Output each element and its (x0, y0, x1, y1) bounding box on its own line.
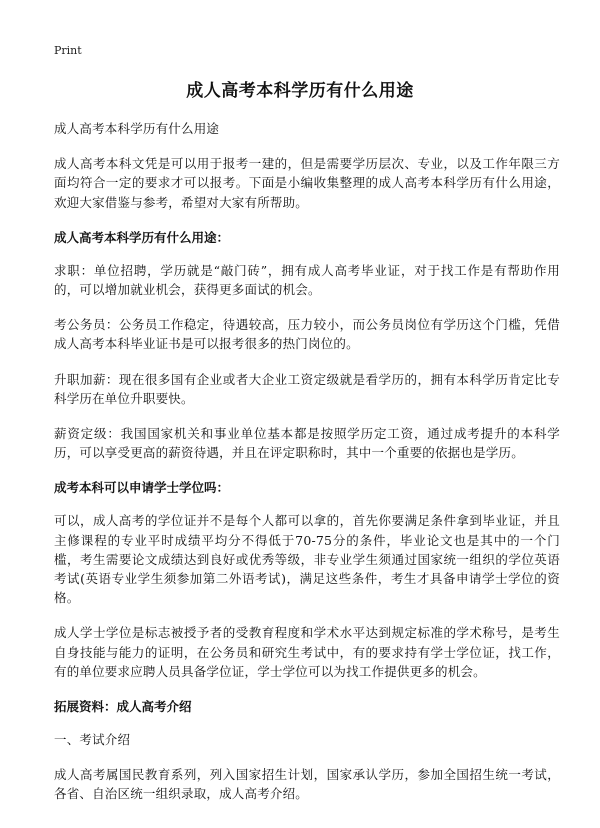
paragraph-degree-value: 成人学士学位是标志被授予者的受教育程度和学术水平达到规定标准的学术称号，是考生自身技能与能力的证明，在公务员和研究生考试中，有的要求持有学士学位证，找工作，有的单位要求应聘人员具备学位证，学士学位可以为找工作提供更多的机会。 (54, 625, 560, 679)
intro-paragraph: 成人高考本科文凭是可以用于报考一建的，但是需要学历层次、专业，以及工作年限三方面均符合一定的要求才可以报考。下面是小编收集整理的成人高考本科学历有什么用途，欢迎大家借鉴与参考，希望对大家有所帮助。 (54, 156, 560, 210)
section-subheading-exam: 一、考试介绍 (54, 732, 131, 748)
article-body (54, 119, 560, 820)
paragraph-job-search: 求职：单位招聘，学历就是“敲门砖”，拥有成人高考毕业证，对于找工作是有帮助作用的，可以增加就业机会，获得更多面试的机会。 (54, 262, 560, 298)
paragraph-degree-conditions: 可以，成人高考的学位证并不是每个人都可以拿的，首先你要满足条件拿到毕业证，并且主修课程的专业平时成绩平均分不得低于70-75分的条件，毕业论文也是其中的一个门槛，考生需要论文成绩达到良好或优秀等级，非专业学生须通过国家统一组织的学位英语考试(英语专业学生须参加第二外语考试)，满足这些条件，考生才具备申请学士学位的资格。 (54, 513, 560, 606)
paragraph-promotion: 升职加薪：现在很多国有企业或者大企业工资定级就是看学历的，拥有本科学历肯定比专科学历在单位升职要快。 (54, 371, 560, 406)
section-heading-extended: 拓展资料：成人高考介绍 (54, 699, 192, 715)
page-title: 成人高考本科学历有什么用途 (186, 81, 414, 101)
section-heading-degree: 成考本科可以申请学士学位吗： (54, 480, 230, 496)
section-heading-uses: 成人高考本科学历有什么用途： (54, 229, 230, 245)
paragraph-salary: 薪资定级：我国国家机关和事业单位基本都是按照学历定工资，通过成考提升的本科学历，可以享受更高的薪资待遇，并且在评定职称时，其中一个重要的依据也是学历。 (54, 426, 560, 461)
article-subtitle: 成人高考本科学历有什么用途 (54, 121, 220, 136)
paragraph-exam-intro: 成人高考属国民教育系列，列入国家招生计划，国家承认学历，参加全国招生统一考试，各省、自治区统一组织录取，成人高考介绍。 (54, 767, 560, 802)
paragraph-civil-service: 考公务员：公务员工作稳定，待遇较高，压力较小，而公务员岗位有学历这个门槛，凭借成人高考本科毕业证书是可以报考很多的热门岗位的。 (54, 317, 560, 352)
print-link[interactable]: Print (54, 44, 82, 57)
